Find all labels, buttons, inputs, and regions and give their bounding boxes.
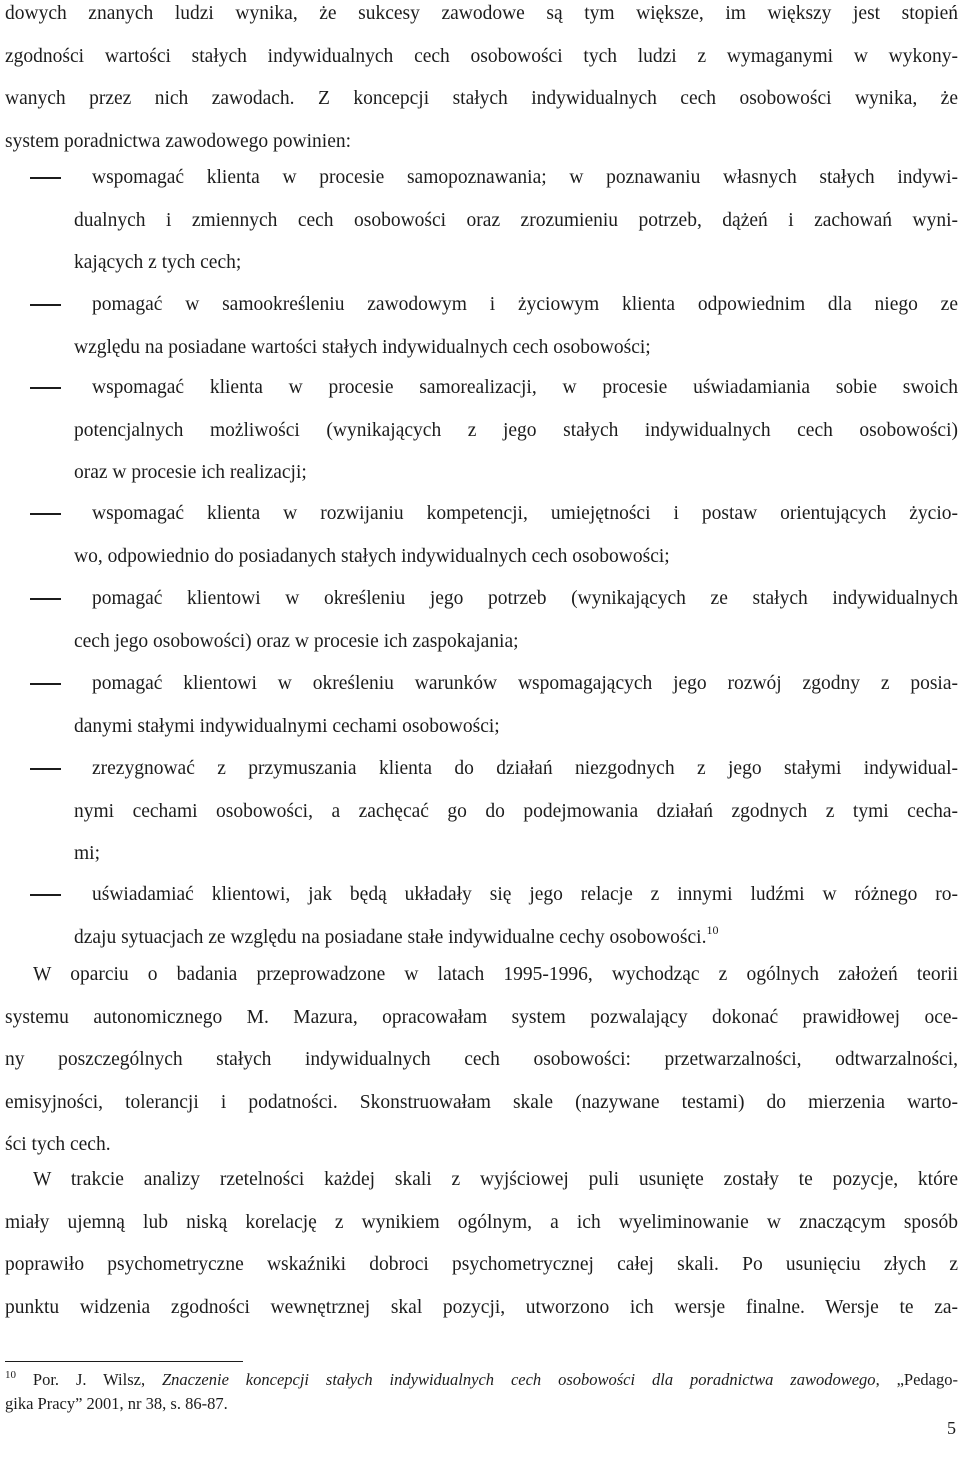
text-line: zgodności wartości stałych indywidualnych cech osobowości tych ludzi z wymaganymi w wykony- <box>5 45 958 67</box>
footnote-line: gika Pracy” 2001, nr 38, s. 86-87. <box>5 1394 228 1413</box>
text-line: emisyjności, tolerancji i podatności. Skonstruowałam skale (nazywane testami) do mierzenia warto- <box>5 1091 958 1113</box>
text-line: uświadamiać klientowi, jak będą układały się jego relacje z innymi ludźmi w różnego ro- <box>92 884 958 905</box>
text-line: ny poszczególnych stałych indywidualnych cech osobowości: przetwarzalności, odtwarzalności, <box>5 1049 958 1070</box>
text-line: wanych przez nich zawodach. Z koncepcji stałych indywidualnych cech osobowości wynika, że <box>5 88 958 109</box>
text-line: dualnych i zmiennych cech osobowości oraz zrozumieniu potrzeb, dążeń i zachowań wyni- <box>74 209 958 231</box>
text-line: miały ujemną lub niską korelację z wynikiem ogólnym, a ich wyeliminowanie w znaczącym sposób <box>5 1211 958 1233</box>
text-line: oraz w procesie ich realizacji; <box>74 462 307 483</box>
text-line: punktu widzenia zgodności wewnętrznej skal pozycji, utworzono ich wersje finalne. Wersje te za- <box>5 1296 958 1318</box>
text-line: dowych znanych ludzi wynika, że sukcesy zawodowe są tym większe, im większy jest stopień <box>5 3 958 24</box>
text-line: wspomagać klienta w rozwijaniu kompetencji, umiejętności i postaw orientujących życio- <box>92 503 958 524</box>
footnote-separator <box>5 1361 243 1362</box>
text-line-content: dzaju sytuacjach ze względu na posiadane stałe indywidualne cechy osobowości. <box>74 926 707 948</box>
text-line: W oparciu o badania przeprowadzone w latach 1995-1996, wychodząc z ogólnych założeń teorii <box>33 964 958 985</box>
footnote-source: , „Pedago- <box>875 1370 958 1389</box>
page-number: 5 <box>947 1418 956 1438</box>
text-line: mi; <box>74 843 101 864</box>
text-line: nymi cechami osobowości, a zachęcać go do podejmowania działań zgodnych z tymi cecha- <box>74 800 958 822</box>
text-line: danymi stałymi indywidualnymi cechami osobowości; <box>74 715 500 737</box>
text-line: pomagać w samookreśleniu zawodowym i życiowym klienta odpowiednim dla niego ze <box>92 294 958 315</box>
text-line: pomagać klientowi w określeniu warunków wspomagających jego rozwój zgodny z posia- <box>92 673 958 694</box>
dash-bullet-icon <box>30 598 61 600</box>
footnote-number: 10 <box>5 1369 16 1381</box>
text-line <box>74 917 958 960</box>
text-line: ści tych cech. <box>5 1134 111 1155</box>
text-line: W trakcie analizy rzetelności każdej skali z wyjściowej puli usunięte zostały te pozycje, które <box>33 1169 958 1190</box>
dash-bullet-icon <box>30 894 61 896</box>
footnote-title: Znaczenie koncepcji stałych indywidualnych cech osobowości dla poradnictwa zawodowego <box>161 1370 876 1389</box>
dash-bullet-icon <box>30 304 61 306</box>
text-line: system poradnictwa zawodowego powinien: <box>5 130 352 152</box>
text-line: poprawiło psychometryczne wskaźniki dobroci psychometrycznej całej skali. Po usunięciu złych z <box>5 1254 958 1275</box>
text-line: cech jego osobowości) oraz w procesie ich zaspokajania; <box>74 630 519 652</box>
text-line: wspomagać klienta w procesie samorealizacji, w procesie uświadamiania sobie swoich <box>92 377 958 398</box>
text-line: zrezygnować z przymuszania klienta do działań niezgodnych z jego stałymi indywidual- <box>92 758 958 779</box>
dash-bullet-icon <box>30 387 61 389</box>
footnote-line <box>5 1368 958 1392</box>
footnote-reference[interactable]: 10 <box>706 922 719 937</box>
footnote-author: Por. J. Wilsz, <box>32 1370 162 1389</box>
opening-paragraph <box>5 0 958 163</box>
dash-bullet-icon <box>30 768 61 770</box>
text-line: systemu autonomicznego M. Mazura, opracowałam system pozwalający dokonać prawidłowej oce- <box>5 1006 958 1028</box>
text-line: względu na posiadane wartości stałych indywidualnych cech osobowości; <box>74 336 651 358</box>
paragraph <box>5 1159 958 1329</box>
dash-bullet-icon <box>30 177 61 179</box>
dash-bullet-icon <box>30 683 61 685</box>
text-line: potencjalnych możliwości (wynikających z jego stałych indywidualnych cech osobowości) <box>74 419 958 441</box>
text-line: wo, odpowiednio do posiadanych stałych indywidualnych cech osobowości; <box>74 545 670 567</box>
dash-bullet-icon <box>30 513 61 515</box>
footnote <box>5 1368 958 1416</box>
text-line: wspomagać klienta w procesie samopoznawania; w poznawaniu własnych stałych indywi- <box>92 167 958 188</box>
text-line: kających z tych cech; <box>74 252 242 273</box>
paragraph <box>5 954 958 1167</box>
text-line: pomagać klientowi w określeniu jego potrzeb (wynikających ze stałych indywidualnych <box>92 588 958 609</box>
